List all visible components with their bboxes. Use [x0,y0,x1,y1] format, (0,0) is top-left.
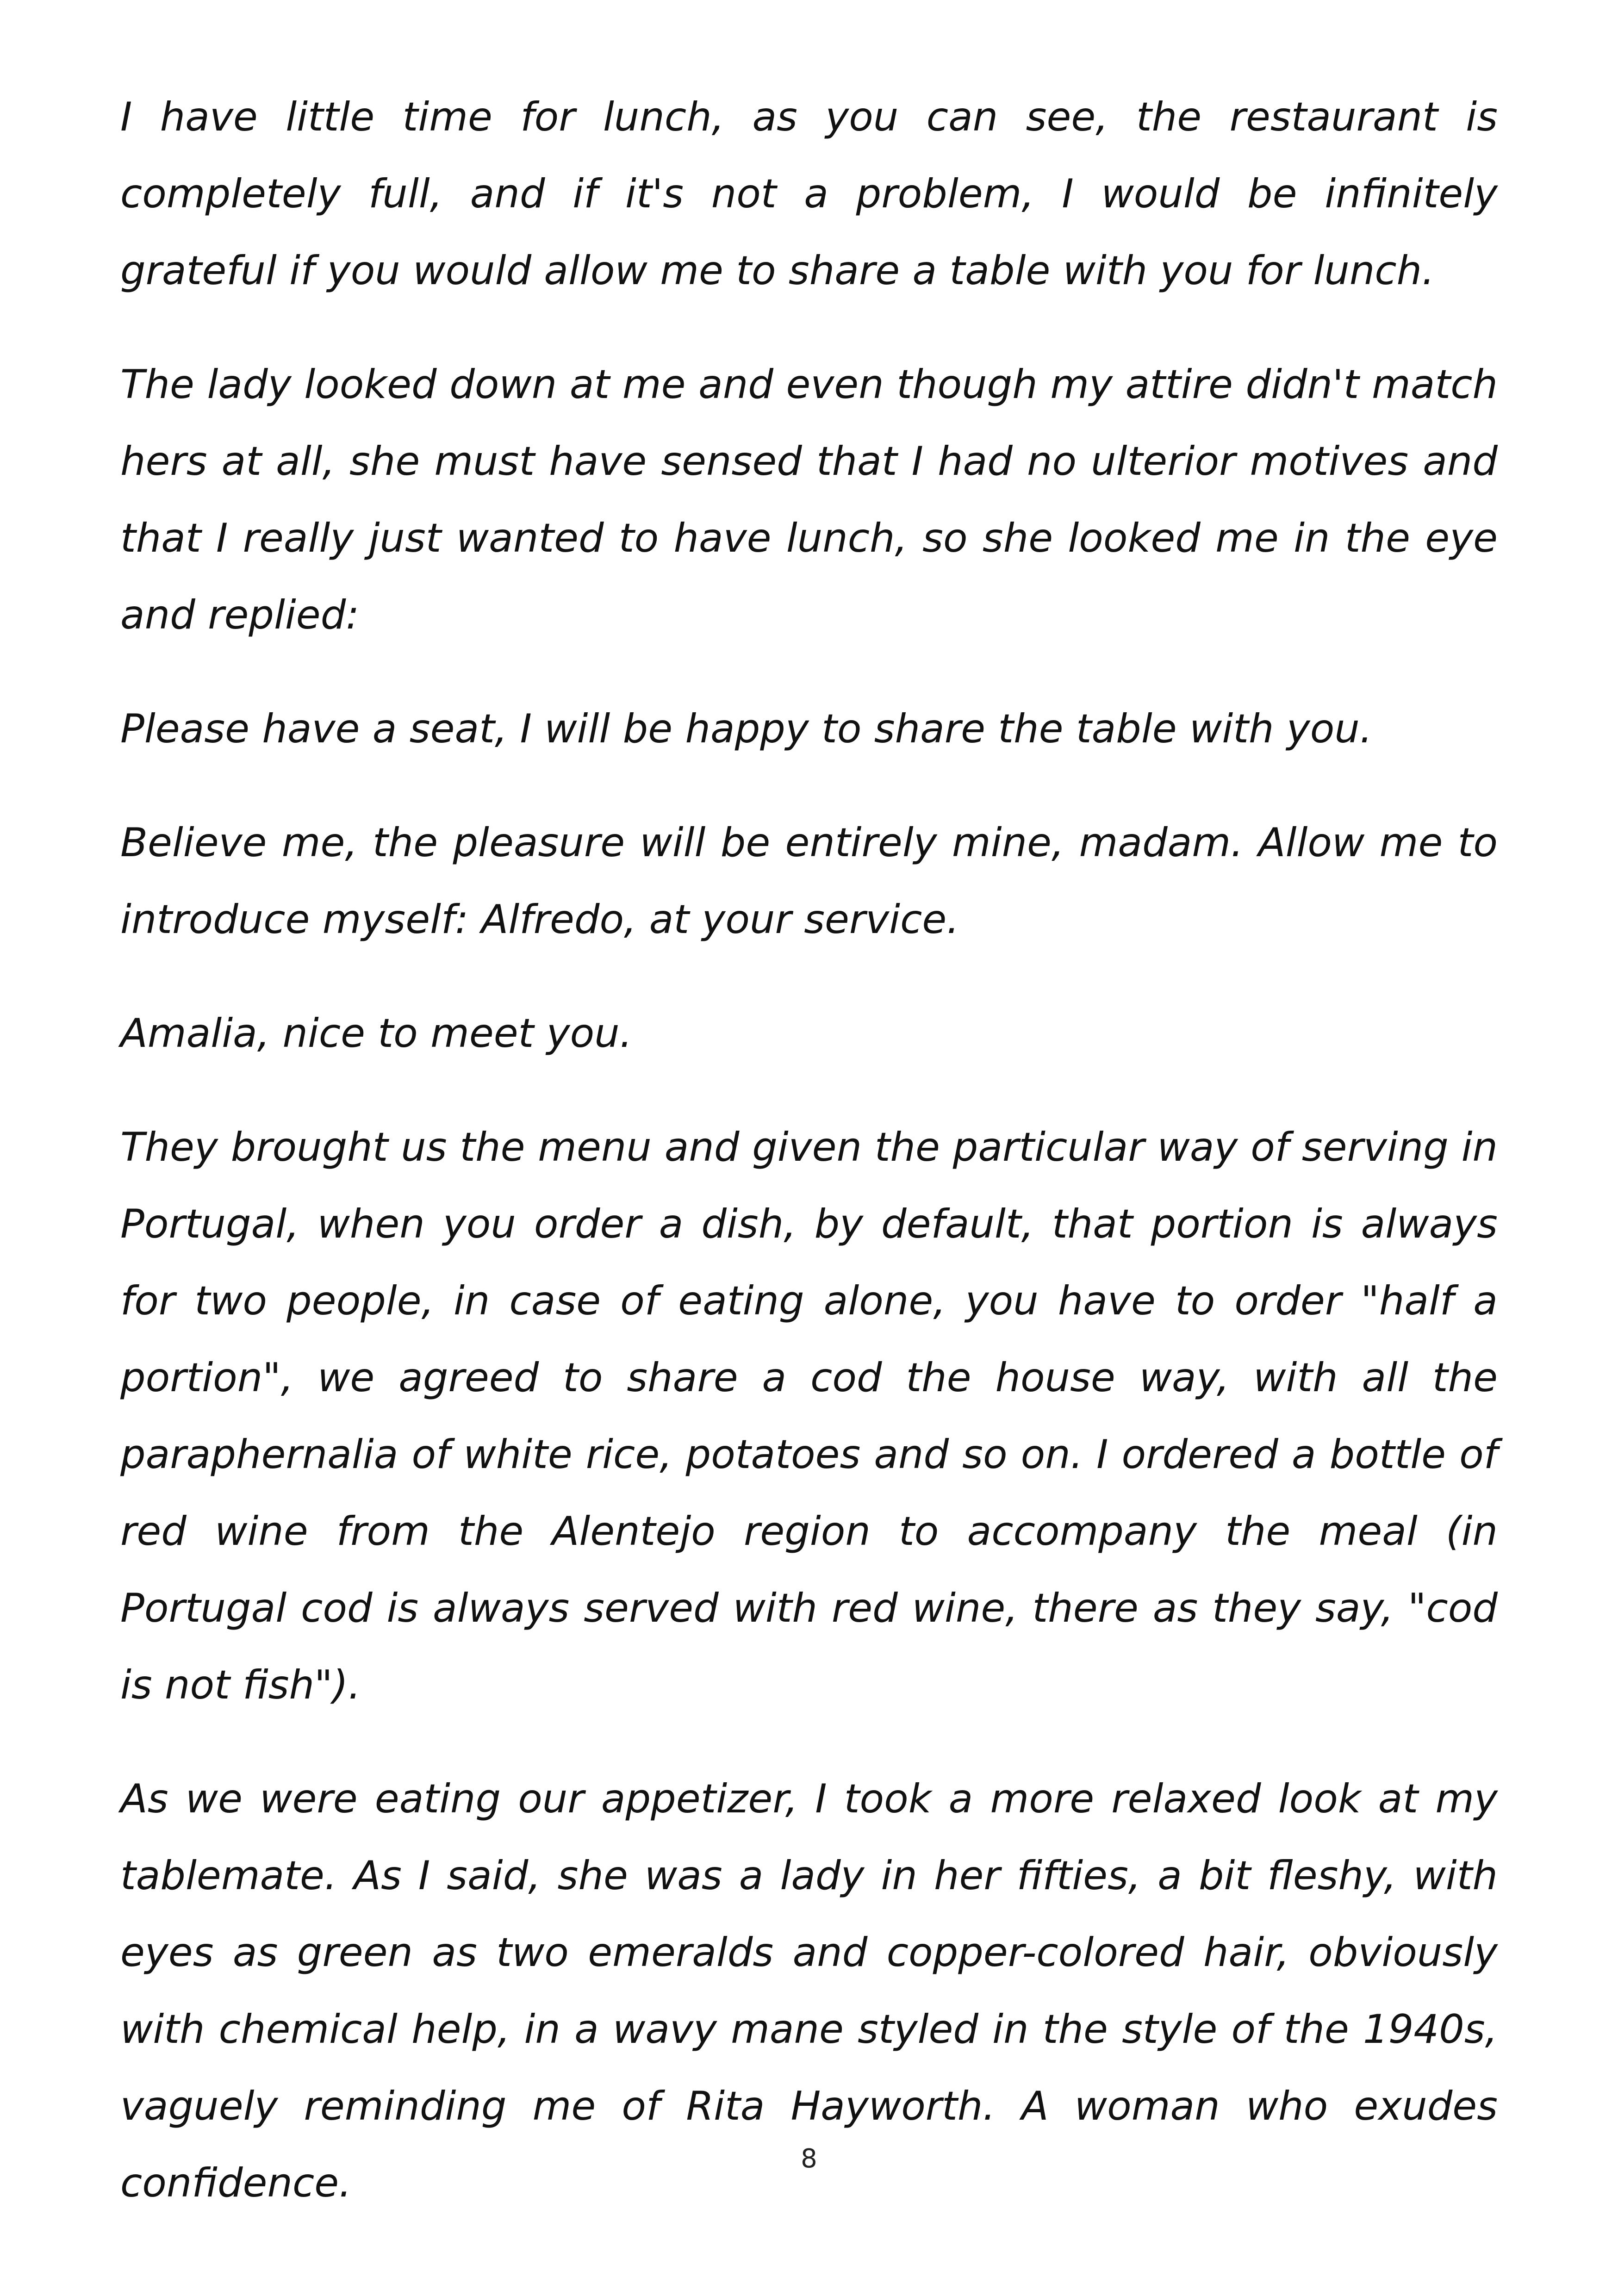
body-text [120,79,1498,2259]
page-number: 8 [801,2144,817,2174]
paragraph-5: Amalia, nice to meet you. [120,1010,633,1057]
paragraph-7: As we were eating our appetizer, I took a more relaxed look at my tablemate. As I said, she was a lady in her fifties, a bit fleshy, with eyes as green as two emeralds and copper-colored hair, obviously with chemical help, in a wavy mane styled in the style of the 1940s, vaguely reminding me of Rita Hayworth. A woman who exudes confidence. [120,1776,1498,2206]
paragraph-2: The lady looked down at me and even though my attire didn't match hers at all, she must have sensed that I had no ulterior motives and that I really just wanted to have lunch, so she looked me in the eye and replied: [120,361,1498,638]
paragraph-3: Please have a seat, I will be happy to share the table with you. [120,706,1373,752]
paragraph-4: Believe me, the pleasure will be entirely mine, madam. Allow me to introduce myself: Alfredo, at your service. [120,820,1498,943]
paragraph-1: I have little time for lunch, as you can see, the restaurant is completely full, and if it's not a problem, I would be infinitely grateful if you would allow me to share a table with you for lunch. [120,94,1498,294]
paragraph-6: They brought us the menu and given the particular way of serving in Portugal, when you order a dish, by default, that portion is always for two people, in case of eating alone, you have to order "half a portion", we agreed to share a cod the house way, with all the paraphernalia of white rice, potatoes and so on. I ordered a bottle of red wine from the Alentejo region to accompany the meal (in Portugal cod is always served with red wine, there as they say, "cod is not fish"). [120,1124,1498,1708]
